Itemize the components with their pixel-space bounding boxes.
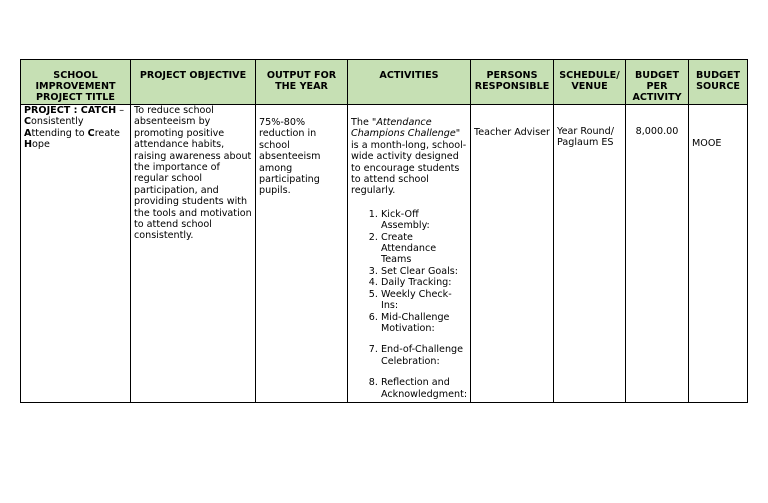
list-item: 5. Weekly Check-Ins: [381,289,467,312]
project-objective-text: To reduce school absenteeism by promoting positive attendance habits, raising awareness about the importance of regular school participation, and providing students with the tools and motivation to attend school consistently. [134,105,252,242]
header-project-title: SCHOOL IMPROVEMENT PROJECT TITLE [21,60,131,105]
title-initial: t [74,127,79,139]
project-title-prefix: PROJECT : CATCH [24,105,117,116]
list-item: 7. End-of-Challenge Celebration: [381,344,467,367]
title-initial: A [24,127,32,139]
output-cell [256,105,348,403]
schedule-text: Year Round/ Paglaum ES [557,126,614,149]
list-item: 2. Create Attendance Teams [381,232,467,266]
output-text: 75%-80% reduction in school absenteeism among participating pupils. [259,117,321,197]
title-initial: C [87,127,95,139]
title-word: ttending [31,127,72,139]
header-row [21,60,748,105]
header-activities: ACTIVITIES [348,60,471,105]
activities-block [348,105,470,400]
source-cell [689,105,748,403]
header-persons-responsible: PERSONS RESPONSIBLE [471,60,554,105]
header-schedule-venue: SCHEDULE/ VENUE [554,60,626,105]
title-word: onsistently [31,116,84,128]
list-item: 3. Set Clear Goals: [381,266,467,277]
budget-cell [626,105,689,403]
header-output: OUTPUT FOR THE YEAR [256,60,348,105]
project-objective-cell [131,105,256,403]
budget-text: 8,000.00 [635,126,679,137]
title-word: o [78,127,85,139]
title-initial: H [24,139,33,151]
activities-cell [348,105,471,403]
source-text: MOOE [692,138,722,149]
persons-text: Teacher Adviser [474,127,550,138]
persons-cell [471,105,554,403]
list-item: 8. Reflection and Acknowledgment: [381,377,467,400]
list-item: 4. Daily Tracking: [381,277,467,288]
project-title-cell: PROJECT : CATCH – Consistently Attending to Create Hope [21,105,131,403]
improvement-plan-table [20,59,748,403]
header-budget-source: BUDGET SOURCE [689,60,748,105]
list-item: 1. Kick-Off Assembly: [381,209,467,232]
list-item: 6. Mid-Challenge Motivation: [381,312,467,335]
schedule-cell [554,105,626,403]
activities-list [351,209,467,400]
title-word: ope [32,139,50,151]
title-initial: C [24,116,32,128]
challenge-name: Attendance Champions Challenge [351,117,456,140]
title-word: reate [94,127,120,139]
header-budget-per-activity: BUDGET PER ACTIVITY [626,60,689,105]
activities-intro-pre: The " [351,117,377,128]
header-project-objective: PROJECT OBJECTIVE [131,60,256,105]
activities-intro-post: " is a month-long, school-wide activity designed to encourage students to attend school regularly. [351,128,467,197]
table-row [21,105,748,403]
